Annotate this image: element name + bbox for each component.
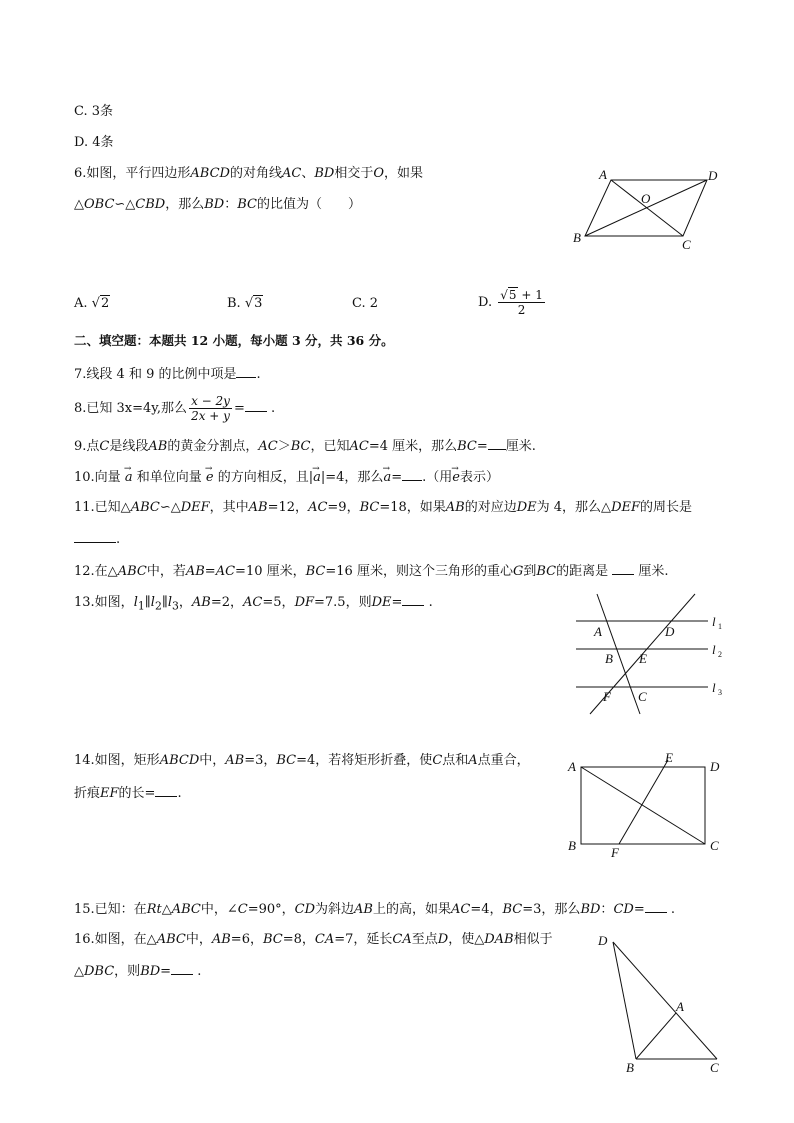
label-a: A xyxy=(676,999,684,1014)
rectangle-fold-figure xyxy=(565,750,730,862)
question-14-line2: 折痕EF的长= . xyxy=(74,783,182,804)
label-b: B xyxy=(626,1060,634,1075)
label-c: C xyxy=(638,689,647,704)
label-d: D xyxy=(710,759,720,774)
label-l1-sub: 1 xyxy=(718,622,722,631)
parallel-lines-figure xyxy=(568,590,728,720)
label-d: D xyxy=(665,624,675,639)
question-16-line2: △DBC，则BD= . xyxy=(74,961,201,982)
label-b: B xyxy=(573,230,581,245)
label-b: B xyxy=(568,838,576,853)
label-b: B xyxy=(605,651,613,666)
question-8: 8.已知 3x=4y,那么 $\frac{x - 2y}{2x + y}$ = . xyxy=(74,394,276,423)
question-12: 12.在△ABC中，若AB=AC=10 厘米，BC=16 厘米，则这个三角形的重心G到BC的距离是 厘米. xyxy=(74,561,669,582)
label-l1: l xyxy=(712,614,716,629)
label-a: A xyxy=(594,624,602,639)
option-a: A. √2 xyxy=(74,296,110,311)
option-c: C. 2 xyxy=(352,296,379,311)
option-c-prev: C. 3条 xyxy=(74,104,114,119)
question-6-line1: 6.如图，平行四边形ABCD的对角线AC、BD相交于O，如果 xyxy=(74,166,424,181)
label-l2: l xyxy=(712,642,716,657)
label-e: E xyxy=(639,651,647,666)
question-10: 10.向量 → a 和单位向量 → e 的方向相反，且|→ a|=4，那么→ a= .（用→ e表示） xyxy=(74,467,499,488)
question-15: 15.已知：在Rt△ABC中，∠C=90°，CD为斜边AB上的高，如果AC=4，BC=3，那么BD：CD= . xyxy=(74,899,675,920)
label-d: D xyxy=(708,168,718,183)
triangle-figure xyxy=(590,928,730,1078)
parallelogram-figure xyxy=(568,165,728,255)
label-f: F xyxy=(611,845,619,860)
question-9: 9.点C是线段AB的黄金分割点，AC＞BC，已知AC=4 厘米，那么BC= 厘米. xyxy=(74,436,536,457)
label-c: C xyxy=(710,838,719,853)
section-2-title: 二、填空题：本题共 12 小题，每小题 3 分，共 36 分。 xyxy=(74,333,394,348)
question-16-line1: 16.如图，在△ABC中，AB=6，BC=8，CA=7，延长CA至点D，使△DAB相似于 xyxy=(74,932,553,947)
option-d-prev: D. 4条 xyxy=(74,135,114,150)
label-a: A xyxy=(599,167,607,182)
option-d: D. $\frac{√5 + 1}{2}$ xyxy=(478,288,543,317)
option-b: B. √3 xyxy=(227,296,263,311)
label-a: A xyxy=(568,759,576,774)
question-14-line1: 14.如图，矩形ABCD中，AB=3，BC=4，若将矩形折叠，使C点和A点重合， xyxy=(74,753,530,768)
question-6-line2: △OBC∽△CBD，那么BD：BC的比值为（ ） xyxy=(74,197,362,212)
label-l3-sub: 3 xyxy=(718,688,722,697)
question-11-line1: 11.已知△ABC∽△DEF，其中AB=12，AC=9，BC=18，如果AB的对应边DE为 4，那么△DEF的周长是 xyxy=(74,500,693,515)
question-13: 13.如图，$l_1\parallel l_2\parallel l_3$，AB=2，AC=5，DF=7.5，则DE= . xyxy=(74,592,433,617)
label-c: C xyxy=(682,237,691,252)
label-c: C xyxy=(710,1060,719,1075)
label-f: F xyxy=(603,689,611,704)
label-d: D xyxy=(598,933,608,948)
question-7: 7.线段 4 和 9 的比例中项是 . xyxy=(74,364,261,385)
label-l2-sub: 2 xyxy=(718,650,722,659)
question-11-line2: . xyxy=(74,529,120,550)
label-l3: l xyxy=(712,680,716,695)
label-e: E xyxy=(665,750,673,765)
label-o: O xyxy=(641,191,651,206)
